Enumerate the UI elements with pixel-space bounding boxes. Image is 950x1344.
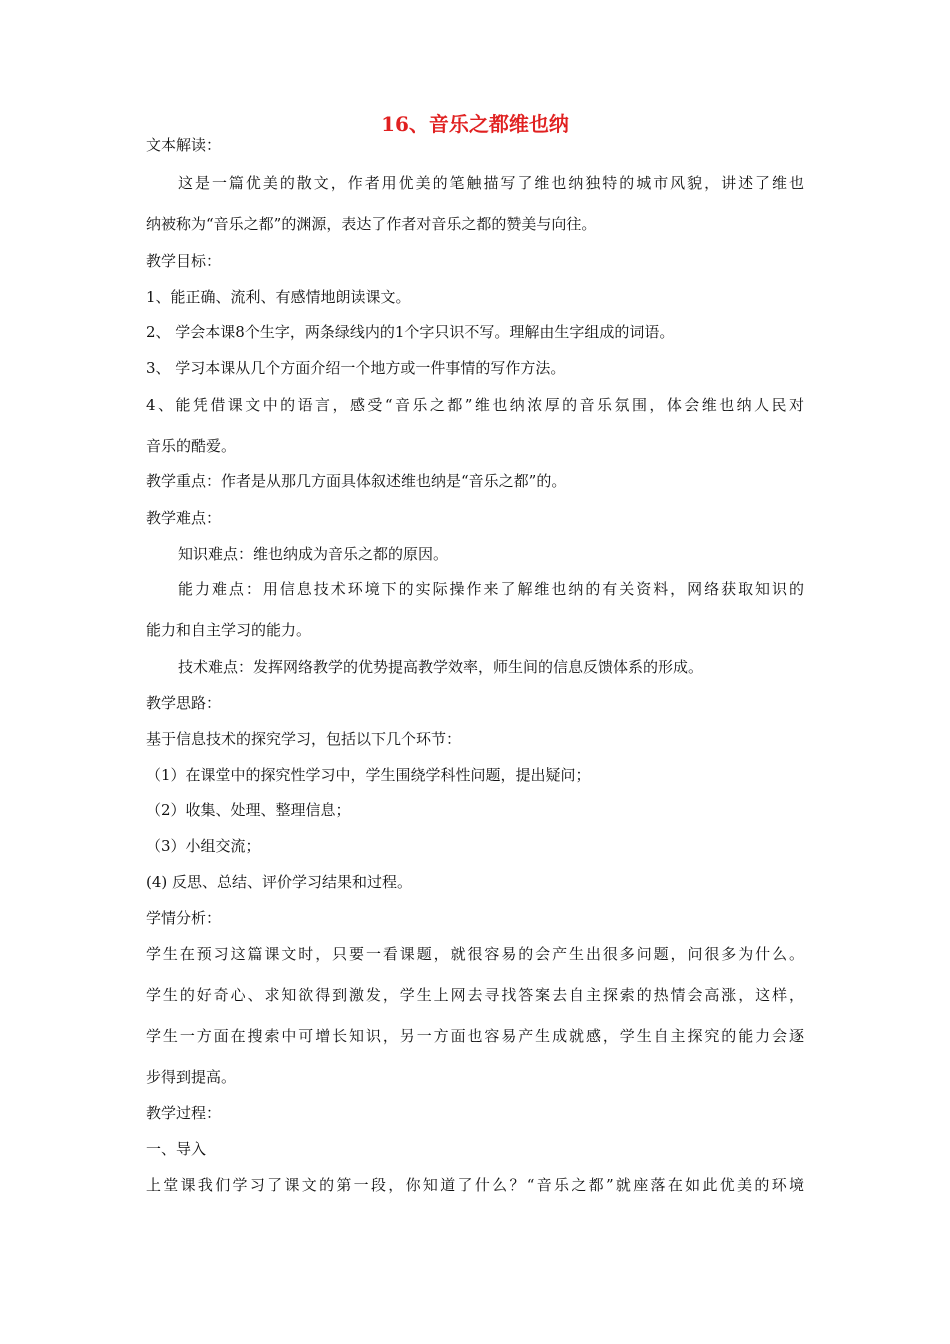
paragraph-line: 这是一篇优美的散文，作者用优美的笔触描写了维也纳独特的城市风貌，讲述了维也 [178,174,804,192]
document-title: 16、音乐之都维也纳 [381,112,569,136]
paragraph-line: 学生的好奇心、求知欲得到激发，学生上网去寻找答案去自主探索的热情会高涨，这样， [146,986,804,1004]
approach-intro: 基于信息技术的探究学习，包括以下几个环节： [146,730,462,748]
difficulty-item: 能力难点：用信息技术环境下的实际操作来了解维也纳的有关资料，网络获取知识的 [178,580,804,598]
section-heading-difficulty: 教学难点： [146,509,222,527]
process-step-heading: 一、导入 [146,1140,207,1158]
paragraph-line: 纳被称为“音乐之都”的渊源，表达了作者对音乐之都的赞美与向往。 [146,215,597,233]
key-point: 教学重点：作者是从那几方面具体叙述维也纳是“音乐之都”的。 [146,472,567,490]
goal-item: 2、 学会本课8个生字，两条绿线内的1个字只识不写。理解由生字组成的词语。 [146,323,675,341]
approach-item: (4) 反思、总结、评价学习结果和过程。 [146,873,413,891]
paragraph-line: 学生在预习这篇课文时，只要一看课题，就很容易的会产生出很多问题，问很多为什么。 [146,945,804,963]
difficulty-item: 技术难点：发挥网络教学的优势提高教学效率，师生间的信息反馈体系的形成。 [178,658,704,676]
section-heading-approach: 教学思路： [146,694,222,712]
approach-item: （2）收集、处理、整理信息； [146,801,351,819]
difficulty-item-continuation: 能力和自主学习的能力。 [146,621,312,639]
approach-item: （3）小组交流； [146,837,261,855]
difficulty-item: 知识难点：维也纳成为音乐之都的原因。 [178,545,449,563]
goal-item-continuation: 音乐的酷爱。 [146,437,237,455]
section-heading-analysis: 学情分析： [146,909,222,927]
paragraph-line: 上堂课我们学习了课文的第一段，你知道了什么？“音乐之都”就座落在如此优美的环境 [146,1176,804,1194]
goal-item: 3、 学习本课从几个方面介绍一个地方或一件事情的写作方法。 [146,359,566,377]
section-heading-text-interpretation: 文本解读： [146,136,222,154]
goal-item: 1、能正确、流利、有感情地朗读课文。 [146,288,411,306]
paragraph-line: 学生一方面在搜索中可增长知识，另一方面也容易产生成就感，学生自主探究的能力会逐 [146,1027,804,1045]
approach-item: （1）在课堂中的探究性学习中，学生围绕学科性问题，提出疑问； [146,766,591,784]
section-heading-goals: 教学目标： [146,252,222,270]
goal-item: 4、能凭借课文中的语言，感受“音乐之都”维也纳浓厚的音乐氛围，体会维也纳人民对 [146,396,804,414]
paragraph-line: 步得到提高。 [146,1068,237,1086]
section-heading-process: 教学过程： [146,1104,222,1122]
